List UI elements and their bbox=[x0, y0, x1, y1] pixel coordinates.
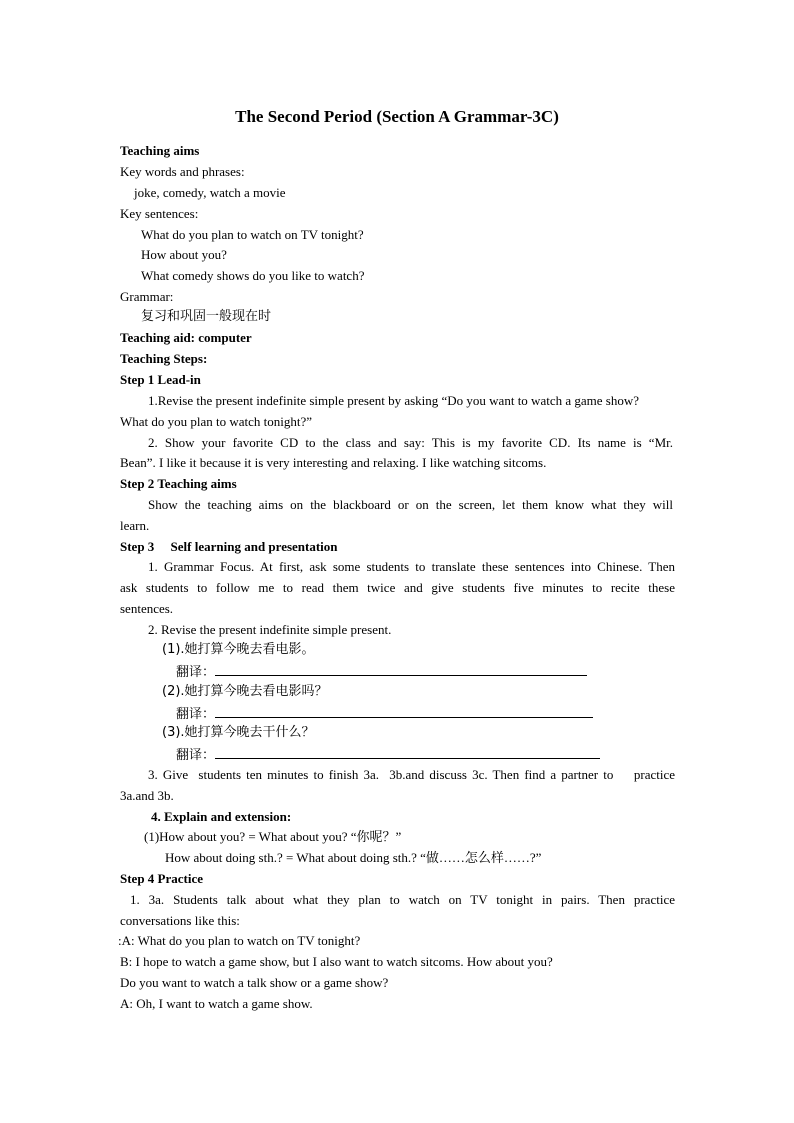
answer-blank-3[interactable] bbox=[215, 745, 600, 759]
step4-line-2: conversations like this: bbox=[120, 913, 240, 928]
step3-paragraph-1-line-2: ask students to follow me to read them twice and give students five minutes to recite these bbox=[120, 580, 675, 595]
step1-paragraph-2-line-2: Bean”. I like it because it is very interesting and relaxing. I like watching sitcoms. bbox=[120, 455, 547, 470]
exercise-3: (3).她打算今晚去干什么？ bbox=[162, 725, 315, 740]
translate-row-1 bbox=[176, 662, 731, 682]
dialog-line-3: Do you want to watch a talk show or a game show? bbox=[120, 975, 389, 990]
grammar-label: Grammar: bbox=[120, 289, 174, 304]
step4-line-1: 1. 3a. Students talk about what they plan to watch on TV tonight in pairs. Then practice bbox=[130, 892, 675, 907]
exercise-2: (2).她打算今晚去看电影吗？ bbox=[162, 684, 328, 699]
key-sentences-label: Key sentences: bbox=[120, 206, 199, 221]
step1-paragraph-1-line-1: 1.Revise the present indefinite simple present by asking “Do you want to watch a game show? bbox=[148, 393, 639, 408]
teaching-aid: Teaching aid: computer bbox=[120, 330, 252, 345]
key-words: joke, comedy, watch a movie bbox=[134, 185, 286, 200]
translate-row-3 bbox=[176, 745, 731, 765]
step2-line-2: learn. bbox=[120, 518, 150, 533]
step2-heading: Step 2 Teaching aims bbox=[120, 476, 237, 491]
step1-heading: Step 1 Lead-in bbox=[120, 372, 201, 387]
step2-line-1: Show the teaching aims on the blackboard or on the screen, let them know what they will bbox=[148, 497, 673, 512]
translate-label-2: 翻译： bbox=[176, 707, 216, 722]
answer-blank-1[interactable] bbox=[215, 662, 587, 676]
dialog-line-2: B: I hope to watch a game show, but I also want to watch sitcoms. How about you? bbox=[120, 954, 553, 969]
step3-paragraph-2: 2. Revise the present indefinite simple present. bbox=[148, 622, 392, 637]
step3-paragraph-1-line-1: 1. Grammar Focus. At first, ask some students to translate these sentences into Chinese. Then bbox=[148, 559, 675, 574]
exercise-1: (1).她打算今晚去看电影。 bbox=[162, 642, 315, 657]
explain-line-1: (1)How about you? = What about you? “你呢？” bbox=[144, 829, 402, 844]
step3-paragraph-3-line-2: 3a.and 3b. bbox=[120, 788, 174, 803]
translate-label-1: 翻译： bbox=[176, 665, 216, 680]
grammar-content: 复习和巩固一般现在时 bbox=[141, 309, 272, 324]
step3-paragraph-1-line-3: sentences. bbox=[120, 601, 174, 616]
translate-row-2 bbox=[176, 704, 731, 724]
dialog-line-4: A: Oh, I want to watch a game show. bbox=[120, 996, 313, 1011]
translate-label-3: 翻译： bbox=[176, 748, 216, 763]
dialog-line-1: :A: What do you plan to watch on TV tonight? bbox=[118, 933, 361, 948]
step3-paragraph-4: 4. Explain and extension: bbox=[151, 809, 292, 824]
key-sentence-1: What do you plan to watch on TV tonight? bbox=[141, 227, 364, 242]
step1-paragraph-2-line-1: 2. Show your favorite CD to the class and say: This is my favorite CD. Its name is “Mr. bbox=[148, 435, 673, 450]
key-sentence-2: How about you? bbox=[141, 247, 227, 262]
key-sentence-3: What comedy shows do you like to watch? bbox=[141, 268, 365, 283]
step3-heading: Step 3 Self learning and presentation bbox=[120, 539, 338, 554]
explain-line-2: How about doing sth.? = What about doing sth.? “做……怎么样……?” bbox=[165, 850, 542, 865]
key-words-label: Key words and phrases: bbox=[120, 164, 245, 179]
answer-blank-2[interactable] bbox=[215, 704, 593, 718]
teaching-aims-heading: Teaching aims bbox=[120, 143, 200, 158]
step1-paragraph-1-line-2: What do you plan to watch tonight?” bbox=[120, 414, 313, 429]
teaching-steps-heading: Teaching Steps: bbox=[120, 351, 208, 366]
step4-heading: Step 4 Practice bbox=[120, 871, 204, 886]
step3-paragraph-3-line-1: 3. Give students ten minutes to finish 3a. 3b.and discuss 3c. Then find a partner to practice bbox=[148, 767, 675, 782]
page-title: The Second Period (Section A Grammar-3C) bbox=[235, 107, 559, 126]
